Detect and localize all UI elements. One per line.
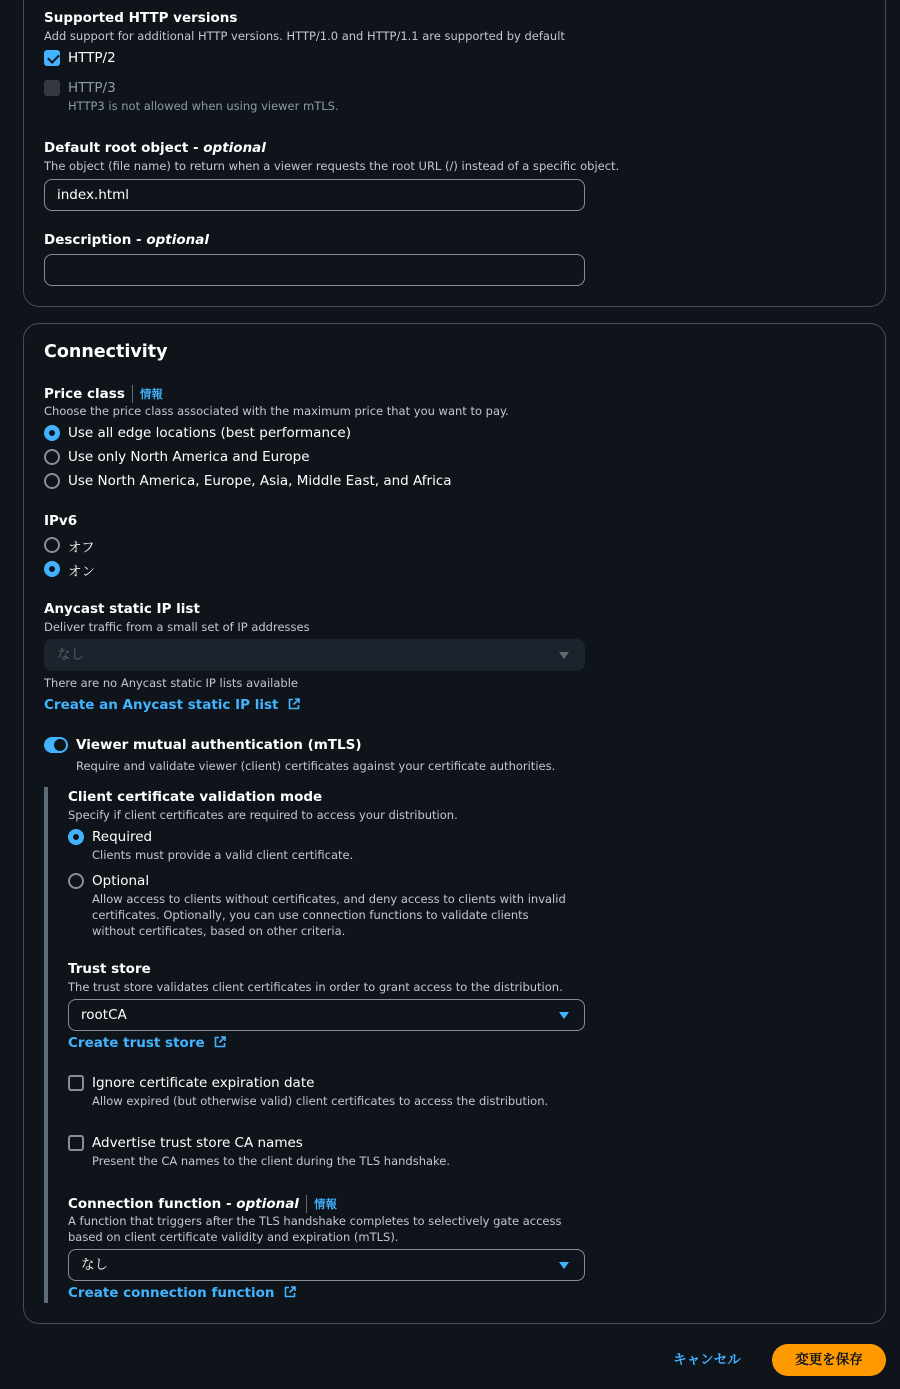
- description-input[interactable]: [44, 254, 585, 286]
- cancel-button[interactable]: キャンセル: [673, 1352, 741, 1368]
- validation-optional-description: Allow access to clients without certificates, and deny access to clients with invalid certificates. Optionally, you can use connection functions to validate clients without certificates, based on other criteria.: [92, 892, 566, 938]
- description-label: Description - optional: [44, 232, 209, 248]
- price-class-radio-all[interactable]: [44, 425, 60, 441]
- ignore-expiration-description: Allow expired (but otherwise valid) client certificates to access the distribution.: [92, 1094, 549, 1108]
- validation-required-radio[interactable]: [68, 829, 84, 845]
- connectivity-title: Connectivity: [44, 342, 168, 362]
- mtls-section-indicator: [44, 787, 48, 1303]
- validation-optional-label[interactable]: Optional: [92, 873, 150, 889]
- trust-store-select-value: rootCA: [81, 1007, 127, 1023]
- http3-checkbox: [44, 80, 60, 96]
- ipv6-label: IPv6: [44, 513, 78, 529]
- anycast-note: There are no Anycast static IP lists available: [44, 676, 298, 690]
- anycast-select-value: なし: [57, 647, 84, 663]
- connection-function-select[interactable]: [68, 1249, 585, 1281]
- validation-required-label[interactable]: Required: [92, 829, 153, 845]
- http2-label: HTTP/2: [68, 50, 116, 66]
- price-class-label: Price class 情報: [44, 386, 163, 402]
- connection-function-label: Connection function - optional 情報: [68, 1196, 337, 1212]
- default-root-object-input[interactable]: index.html: [44, 179, 585, 211]
- price-class-description: Choose the price class associated with the maximum price that you want to pay.: [44, 404, 509, 418]
- trust-store-description: The trust store validates client certificates in order to grant access to the distribution.: [68, 980, 563, 994]
- connection-function-info-link[interactable]: 情報: [313, 1197, 337, 1211]
- mtls-toggle[interactable]: [44, 737, 68, 753]
- ignore-expiration-checkbox[interactable]: [68, 1075, 84, 1091]
- http2-checkbox[interactable]: [44, 50, 60, 66]
- price-class-info-link[interactable]: 情報: [139, 387, 163, 401]
- validation-mode-label: Client certificate validation mode: [68, 789, 323, 805]
- price-class-option-all[interactable]: Use all edge locations (best performance): [68, 425, 351, 441]
- chevron-down-icon: [559, 652, 569, 659]
- chevron-down-icon: [559, 1262, 569, 1269]
- default-root-object-description: The object (file name) to return when a viewer requests the root URL (/) instead of a specific object.: [44, 159, 620, 173]
- http-versions-label: Supported HTTP versions: [44, 10, 238, 26]
- trust-store-select[interactable]: [68, 999, 585, 1031]
- validation-mode-description: Specify if client certificates are required to access your distribution.: [68, 808, 458, 822]
- validation-optional-radio[interactable]: [68, 873, 84, 889]
- price-class-radio-na-eu[interactable]: [44, 449, 60, 465]
- save-changes-button[interactable]: 変更を保存: [772, 1344, 886, 1376]
- mtls-description: Require and validate viewer (client) certificates against your certificate authorities.: [76, 759, 556, 773]
- advertise-ca-checkbox[interactable]: [68, 1135, 84, 1151]
- create-connection-function-link[interactable]: Create connection function: [68, 1285, 296, 1301]
- advertise-ca-label[interactable]: Advertise trust store CA names: [92, 1135, 303, 1151]
- chevron-down-icon: [559, 1012, 569, 1019]
- external-link-icon: [284, 1286, 296, 1298]
- validation-required-description: Clients must provide a valid client certificate.: [92, 848, 354, 862]
- advertise-ca-description: Present the CA names to the client during the TLS handshake.: [92, 1154, 451, 1168]
- ipv6-option-off[interactable]: オフ: [68, 540, 95, 556]
- external-link-icon: [288, 698, 300, 710]
- ipv6-option-on[interactable]: オン: [68, 564, 95, 580]
- ignore-expiration-label[interactable]: Ignore certificate expiration date: [92, 1075, 315, 1091]
- price-class-option-na-eu[interactable]: Use only North America and Europe: [68, 449, 310, 465]
- http3-label: HTTP/3: [68, 80, 116, 96]
- connection-function-description: A function that triggers after the TLS handshake completes to selectively gate access based on client certificate validity and expiration (mTLS).: [68, 1214, 562, 1244]
- http-versions-description: Add support for additional HTTP versions. HTTP/1.0 and HTTP/1.1 are supported by default: [44, 29, 565, 43]
- ipv6-radio-off[interactable]: [44, 537, 60, 553]
- create-trust-store-link[interactable]: Create trust store: [68, 1035, 226, 1051]
- anycast-label: Anycast static IP list: [44, 601, 200, 617]
- price-class-option-na-eu-asia[interactable]: Use North America, Europe, Asia, Middle East, and Africa: [68, 473, 452, 489]
- ipv6-radio-on[interactable]: [44, 561, 60, 577]
- anycast-description: Deliver traffic from a small set of IP addresses: [44, 620, 310, 634]
- anycast-select: [44, 639, 585, 671]
- create-anycast-link[interactable]: Create an Anycast static IP list: [44, 697, 300, 713]
- price-class-radio-na-eu-asia[interactable]: [44, 473, 60, 489]
- external-link-icon: [214, 1036, 226, 1048]
- default-root-object-label: Default root object - optional: [44, 140, 266, 156]
- trust-store-label: Trust store: [68, 961, 151, 977]
- http3-note: HTTP3 is not allowed when using viewer mTLS.: [68, 99, 339, 113]
- mtls-label: Viewer mutual authentication (mTLS): [76, 737, 362, 753]
- label-divider: [132, 385, 133, 403]
- connection-function-select-value: なし: [81, 1257, 108, 1273]
- label-divider: [306, 1195, 307, 1213]
